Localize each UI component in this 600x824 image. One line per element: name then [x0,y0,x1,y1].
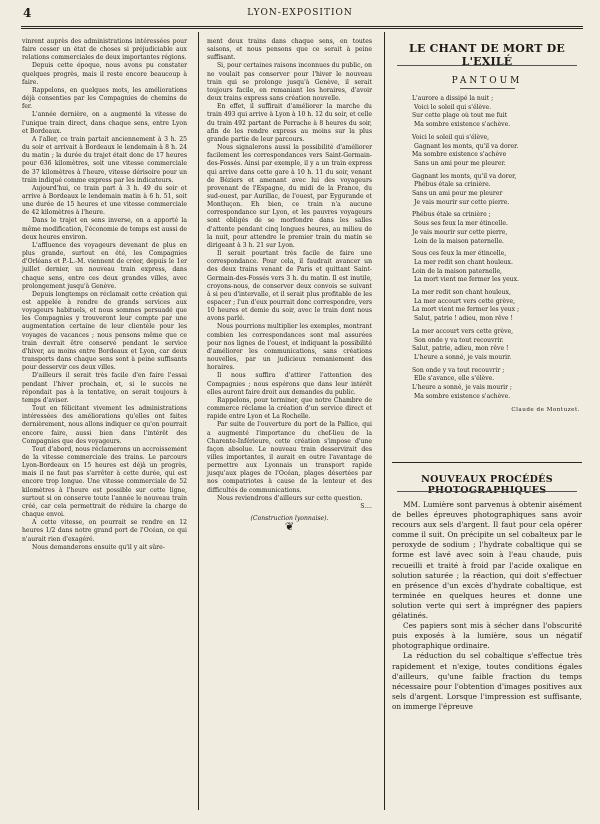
column-divider [384,32,385,810]
poem-author: Claude de Montuzet. [511,406,580,413]
column-1 [22,38,187,552]
poem-stanza [412,250,580,285]
paragraph: ment deux trains dans chaque sens, en toutes saisons, et nous pensons que ce serait à peine suffisant. [207,38,372,62]
column-divider [198,32,199,810]
poem-subtitle: PANTOUM [451,76,523,86]
paragraph: Nous pourrions multiplier les exemples, montrant combien les correspondances sont mal assurées pour nos lignes de l'ouest, et indiquant la possibilité d'améliorer les communications, sans créations nouvelles, par un judicieux remaniement des horaires. [207,323,372,372]
poem-line: Salut, patrie, adieu, mon rêve ! [412,345,509,353]
poem-line: Ma sombre existence s'achève. [414,392,511,400]
paragraph: Ces papiers sont mis à sécher dans l'obscurité puis exposés à la lumière, sous un négatif photographique ordinaire. [392,621,582,651]
poem-line: Phébus étale sa crinière. [414,181,491,189]
paragraph: Nous reviendrons d'ailleurs sur cette question. [217,494,363,502]
poem-line: Je vais mourir sur cette pierre, [412,228,508,236]
paragraph: Tout en félicitant vivement les administrations intéressées des améliorations qu'elles ont faites dernièrement, nous allons indiquer ce qu'on pourrait encore faire, aussi bien dans l'intérêt des Compagnies que des voyageurs. [22,405,187,445]
column-3-article [392,500,582,712]
poem-line: Salut, patrie ! adieu, mon rêve ! [414,315,513,323]
header-rule-secondary [21,28,583,29]
title-underline [397,65,577,66]
section-rule [392,462,582,463]
paragraph: Depuis cette époque, nous avons pu constater quelques progrès, mais il reste encore beaucoup à faire. [22,62,187,86]
paragraph: vinrent auprès des administrations intéressées pour faire cesser un état de choses si préjudiciable aux relations commerciales de deux importantes régions. [22,38,187,62]
paragraph: Tout d'abord, nous réclamerons un accroissement de la vitesse commerciale des trains. Le parcours Lyon-Bordeaux en 15 heures est déjà un progrès, mais il ne faut pas s'arrêter à cette durée, qui est encore trop longue. Une vitesse commerciale de 52 kilomètres à l'heure est possible sur cette ligne, surtout si on conserve toute l'année le nouveau train créé, car cela permettrait de réduire la charge de chaque envoi. [22,445,187,519]
poem-line: La mort vient me fermer les yeux. [414,276,519,284]
paragraph: La réduction du sel cobaltique s'effectue très rapidement et n'exige, toutes conditions égales d'ailleurs, qu'une faible fraction du temps nécessaire pour l'obtention d'images positives aux sels d'argent. Lorsque l'impression est suffisante, on immerge l'épreuve [392,651,582,711]
poem [412,95,580,414]
paragraph: MM. Lumière sont parvenus à obtenir aisément de belles épreuves photographiques sans avoir recours aux sels d'argent. Il faut pour cela opérer comme il suit. On précipite un sel cobalteux par le peroxyde de sodium ; l'hydrate cobaltique qui se forme est lavé avec soin à l'eau chaude, puis recueilli et traité à froid par l'acide oxalique en solution saturée ; la réaction, qui doit s'effectuer en présence d'un excès d'hydrate cobaltique, est terminée en quelques heures et donne une solution verte qui sert à imprégner des papiers gélatinés. [392,500,582,621]
paragraph: Nous signalerons aussi la possibilité d'améliorer facilement les correspondances vers Saint-Germain-des-Fossés. Ainsi par exemple, il y a un train express qui arrive dans cette gare à 10 h. 11 du soir, venant de Béziers et amenant avec lui des voyageurs provenant de l'Espagne, du midi de la France, du sud-ouest, par Aurillac, de l'ouest, par Eygurande et Montluçon. Eh bien, ce train n'a aucune correspondance sur Lyon, et les pauvres voyageurs sont obligés de se morfondre dans les salles d'attente pendant cinq longues heures, au milieu de la nuit, pour attendre le premier train du matin se dirigeant à 3 h. 21 sur Lyon. [207,144,372,249]
running-title: LYON-EXPOSITION [247,8,353,18]
poem-line: Phébus étale sa crinière ; [412,211,491,219]
poem-line: L'aurore a dissipé la nuit ; [412,95,494,102]
paragraph: Nous demanderons ensuite qu'il y ait sûre- [32,543,165,551]
poem-line: Son onde y va tout recouvrir ; [412,366,505,374]
source-credit: (Construction lyonnaise). [250,515,329,523]
header-rule [21,26,583,27]
paragraph: A cette vitesse, on pourrait se rendre en 12 heures 1/2 dans notre grand port de l'Océan, ce qui n'aurait rien d'exagéré. [22,519,187,543]
page-number: 4 [23,6,32,20]
paragraph: Rappelons, pour terminer, que notre Chambre de commerce réclame la création d'un service direct et rapide entre Lyon et La Rochelle. [207,396,372,421]
paragraph: D'ailleurs il serait très facile d'en faire l'essai pendant l'hiver prochain, et, si le succès ne répondait pas à la tentative, on serait toujours à temps d'aviser. [22,372,187,404]
poem-line: La mer accourt vers cette grève, [412,327,514,335]
paragraph: Depuis longtemps on réclamait cette création qui est appelée à rendre de grands services aux voyageurs habituels, et nous sommes persuadé que les Compagnies y trouveront leur compte par une augmentation certaine de leur clientèle pour les voyages de vacances ; nous pensons même que ce train devrait être conservé pendant le service d'hiver, au moins entre Bordeaux et Lyon, car deux transports dans chaque sens sont à peine suffisants pour desservir ces deux villes. [22,290,187,372]
poem-title: LE CHANT DE MORT DE L'EXILÉ [409,42,565,68]
poem-line: Sur cette plage où tout me fuit [412,112,508,120]
poem-line: Gagnant les monts, qu'il va dorer. [414,142,519,150]
paragraph: Il nous suffira d'attirer l'attention des Compagnies ; nous espérons que dans leur intérêt elles auront faire droit aux demandes du public. [207,372,372,396]
article-title-underline [397,491,577,492]
poem-line: Voici le soleil qui s'élève. [414,103,492,111]
poem-line: Sous ses feux la mer étincelle. [414,220,508,228]
poem-line: Sans un ami pour me pleurer. [414,159,506,167]
poem-line: Sans un ami pour me pleurer [412,190,503,198]
poem-stanza [412,328,580,363]
paragraph: Dans le trajet en sens inverse, on a apporté la même modification, l'économie de temps est aussi de deux heures environ. [22,217,187,241]
paragraph: Aujourd'hui, ce train part à 3 h. 49 du soir et arrive à Bordeaux le lendemain matin à 6 h. 51, soit une durée de 15 heures et une vitesse commerciale de 42 kilomètres à l'heure. [22,184,187,217]
poem-line: Ma sombre existence s'achève [412,151,507,159]
column-2 [207,38,372,534]
paragraph: A l'aller, ce train partait anciennement à 3 h. 25 du soir et arrivait à Bordeaux le lendemain à 8 h. 24 du matin ; la durée du trajet était donc de 17 heures pour 636 kilomètres, soit une vitesse commerciale de 37 kilomètres à l'heure, vitesse dérisoire pour un train indiqué comme express par les indicateurs. [22,135,187,184]
poem-line: La mort vient me fermer les yeux ; [412,306,520,314]
paragraph: L'affluence des voyageurs devenant de plus en plus grande, surtout en été, les Compagnies d'Orléans et P.-L.-M. viennent de créer, depuis le 1er juillet dernier, un nouveau train express, dans chaque sens, entre ces deux grandes villes, avec prolongement jusqu'à Genève. [22,241,187,290]
paragraph: L'année dernière, on a augmenté la vitesse de l'unique train direct, dans chaque sens, entre Lyon et Bordeaux. [22,111,187,135]
poem-line: La mer accourt vers cette grève, [414,297,516,305]
paragraph: Par suite de l'ouverture du port de la Pallice, qui a augmenté l'importance du chef-lieu de la Charente-Inférieure, cette création s'impose d'une façon absolue. Le nouveau train desservirait des villes importantes, il aurait en outre l'avantage de permettre aux Lyonnais un transport rapide jusqu'aux plages de l'Océan, plages désertées par nos compatriotes à cause de la lenteur et des difficultés de communications. [207,421,372,494]
poem-line: Son onde y va tout recouvrir. [414,336,504,344]
poem-line: Loin de la maison paternelle, [412,267,502,275]
paragraph: Il serait pourtant très facile de faire une correspondance. Pour cela, il faudrait avancer un des deux trains venant de Paris et quittant Saint-Germain-des-Fossés vers 3 h. du matin. Il est inutile, croyons-nous, de conserver deux convois se suivant à si peu d'intervalle, et il serait plus profitable de les espacer ; l'un d'eux pourrait donc correspondre, vers 10 heures et demie du soir, avec le train dont nous avons parlé. [207,250,372,323]
poem-line: Je vais mourir sur cette pierre. [414,198,510,206]
paragraph: En effet, il suffirait d'améliorer la marche du train 493 qui arrive à Lyon à 10 h. 12 du soir, et celle du train 492 partant de Perrache à 8 heures du soir, afin de les rendre express au moins sur la plus grande partie de leur parcours. [207,103,372,143]
paragraph: Si, pour certaines raisons inconnues du public, on ne voulait pas conserver pour l'hiver le nouveau train qui se prolonge jusqu'à Genève, il serait toujours facile, en remaniant les horaires, d'avoir deux trains express sans création nouvelle. [207,62,372,103]
poem-line: Ma sombre existence s'achève. [414,121,511,129]
article-title: NOUVEAUX PROCÉDÉS PHOTOGRAPHIQUES [421,474,553,496]
signature: S.... [360,502,372,510]
poem-stanza [412,211,580,246]
poem-stanza [412,95,580,130]
poem-line: L'heure a sonné, je vais mourir ; [412,384,512,392]
poem-line: La mer redit son chant houleux. [414,258,513,266]
poem-line: Sous ces feux la mer étincelle, [412,250,507,258]
poem-line: Gagnant les monts, qu'il va dorer, [412,172,517,180]
paragraph: Rappelons, en quelques mots, les améliorations déjà consenties par les Compagnies de chemins de fer. [22,86,187,111]
poem-line: Elle s'avance, elle s'élève. [414,375,495,383]
poem-line: Loin de la maison paternelle. [414,237,504,245]
subtitle-underline [460,88,515,89]
poem-stanza [412,173,580,208]
ornament-icon: ❦ [284,520,295,534]
poem-line: L'heure a sonné, je vais mourir. [414,353,512,361]
poem-line: Voici le soleil qui s'élève, [412,133,490,141]
poem-stanza [412,289,580,324]
poem-stanza [412,134,580,169]
poem-line: La mer redit son chant houleux, [412,289,511,297]
poem-stanza [412,367,580,402]
